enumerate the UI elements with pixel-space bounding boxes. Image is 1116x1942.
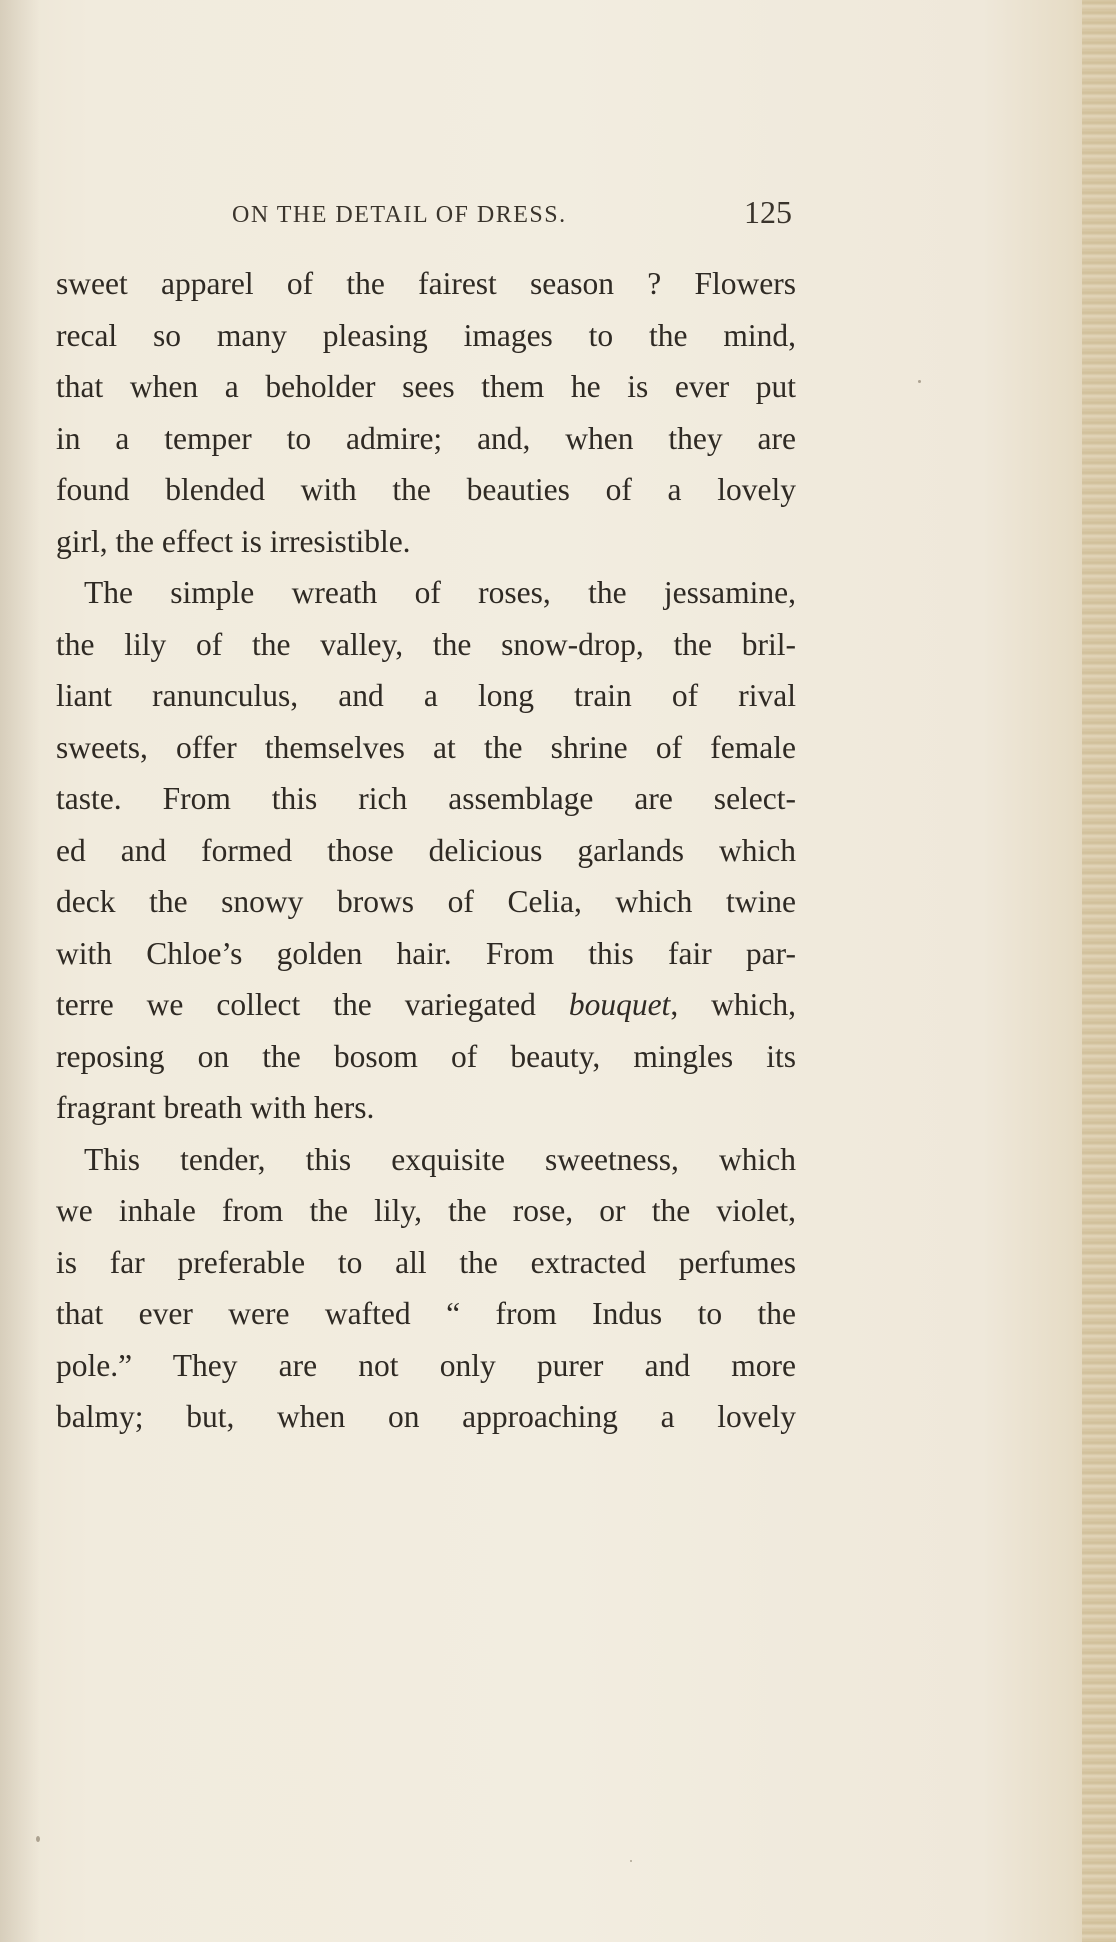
text-line: ed and formed those delicious garlands which [56, 832, 796, 868]
text-line: pole.” They are not only purer and more [56, 1347, 796, 1383]
text-line: sweets, offer themselves at the shrine of female [56, 729, 796, 765]
page-number: 125 [744, 194, 792, 230]
page-fore-edge [1082, 0, 1116, 1942]
text-line: found blended with the beauties of a lovely [56, 472, 796, 507]
italic-word: bouquet [568, 987, 671, 1022]
body-text [56, 258, 796, 1443]
text-line-with-italic [56, 979, 796, 1031]
text-line: that when a beholder sees them he is ever put [56, 369, 796, 404]
paper-speck [36, 1836, 40, 1842]
paragraph-start-line: The simple wreath of roses, the jessamine, [84, 575, 796, 610]
text-line: we inhale from the lily, the rose, or the violet, [56, 1193, 796, 1228]
text-line: in a temper to admire; and, when they are [56, 420, 796, 456]
text-line: with Chloe’s golden hair. From this fair par- [56, 935, 796, 971]
paragraph-end-line: fragrant breath with hers. [56, 1090, 375, 1125]
text-line: sweet apparel of the fairest season ? Flowers [56, 266, 796, 301]
page-header [232, 194, 792, 234]
gutter-shadow [0, 0, 40, 1942]
text-line: recal so many pleasing images to the mind, [56, 317, 796, 353]
text-line: taste. From this rich assemblage are select- [56, 781, 796, 816]
text-line: reposing on the bosom of beauty, mingles its [56, 1038, 796, 1074]
text-line: is far preferable to all the extracted perfumes [56, 1244, 796, 1280]
text-line: balmy; but, when on approaching a lovely [56, 1399, 796, 1434]
running-title: ON THE DETAIL OF DRESS. [232, 202, 567, 228]
paragraph-start-line: This tender, this exquisite sweetness, which [84, 1141, 796, 1177]
paper-speck [918, 380, 921, 383]
text-line: liant ranunculus, and a long train of rival [56, 678, 796, 713]
text-line: deck the snowy brows of Celia, which twine [56, 884, 796, 919]
paper-speck [630, 1860, 632, 1862]
text-line: that ever were wafted “ from Indus to the [56, 1296, 796, 1331]
paragraph-end-line: girl, the effect is irresistible. [56, 523, 411, 559]
line-segment: terre we collect the variegated [56, 987, 569, 1022]
line-segment: , which, [670, 987, 797, 1022]
text-line: the lily of the valley, the snow-drop, the bril- [56, 626, 796, 662]
